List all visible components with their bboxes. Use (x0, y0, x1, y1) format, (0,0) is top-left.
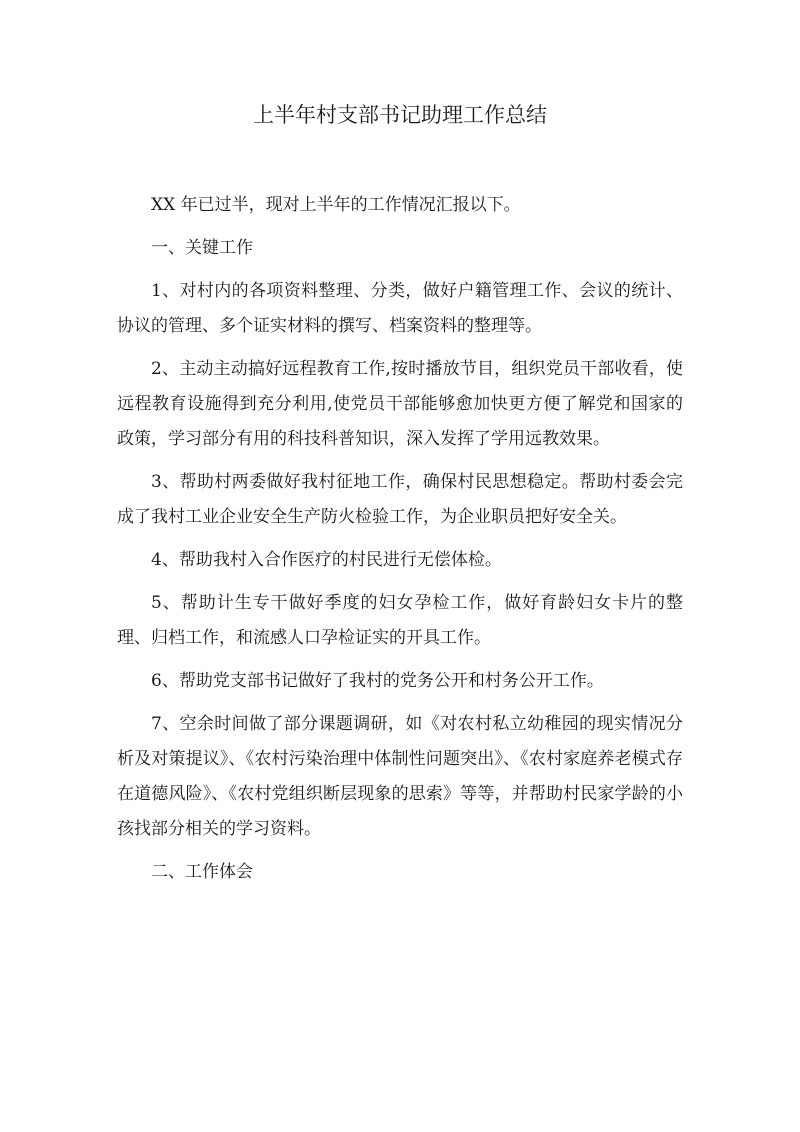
paragraph-item-3: 3、帮助村两委做好我村征地工作，确保村民思想稳定。帮助村委会完成了我村工业企业安全生产防火检验工作，为企业职员把好安全关。 (117, 472, 683, 527)
paragraph-item-7: 7、空余时间做了部分课题调研，如《对农村私立幼稚园的现实情况分析及对策提议》、《农村污染治理中体制性问题突出》、《农村家庭养老模式存在道德风险》、《农村党组织断层现象的思索》等等，并帮助村民家学龄的小孩找部分相关的学习资料。 (117, 714, 683, 839)
paragraph-item-4: 4、帮助我村入合作医疗的村民进行无偿体检。 (151, 550, 502, 570)
paragraph-item-5: 5、帮助计生专干做好季度的妇女孕检工作，做好育龄妇女卡片的整理、归档工作，和流感人口孕检证实的开具工作。 (117, 593, 683, 648)
section-heading-experience: 二、工作体会 (151, 862, 253, 882)
paragraph-item-1: 1、对村内的各项资料整理、分类，做好户籍管理工作、会议的统计、协议的管理、多个证实材料的撰写、档案资料的整理等。 (117, 281, 683, 336)
paragraph-item-2: 2、主动主动搞好远程教育工作,按时播放节目，组织党员干部收看，使远程教育设施得到充分利用,使党员干部能够愈加快更方便了解党和国家的政策，学习部分有用的科技科普知识，深入发挥了学用远教效果。 (117, 359, 683, 449)
document-body (117, 188, 683, 898)
paragraph-item-6: 6、帮助党支部书记做好了我村的党务公开和村务公开工作。 (151, 671, 604, 691)
document-title: 上半年村支部书记助理工作总结 (253, 103, 547, 127)
paragraph-intro: XX 年已过半，现对上半年的工作情况汇报以下。 (151, 195, 521, 215)
section-heading-key-work: 一、关键工作 (151, 238, 253, 258)
